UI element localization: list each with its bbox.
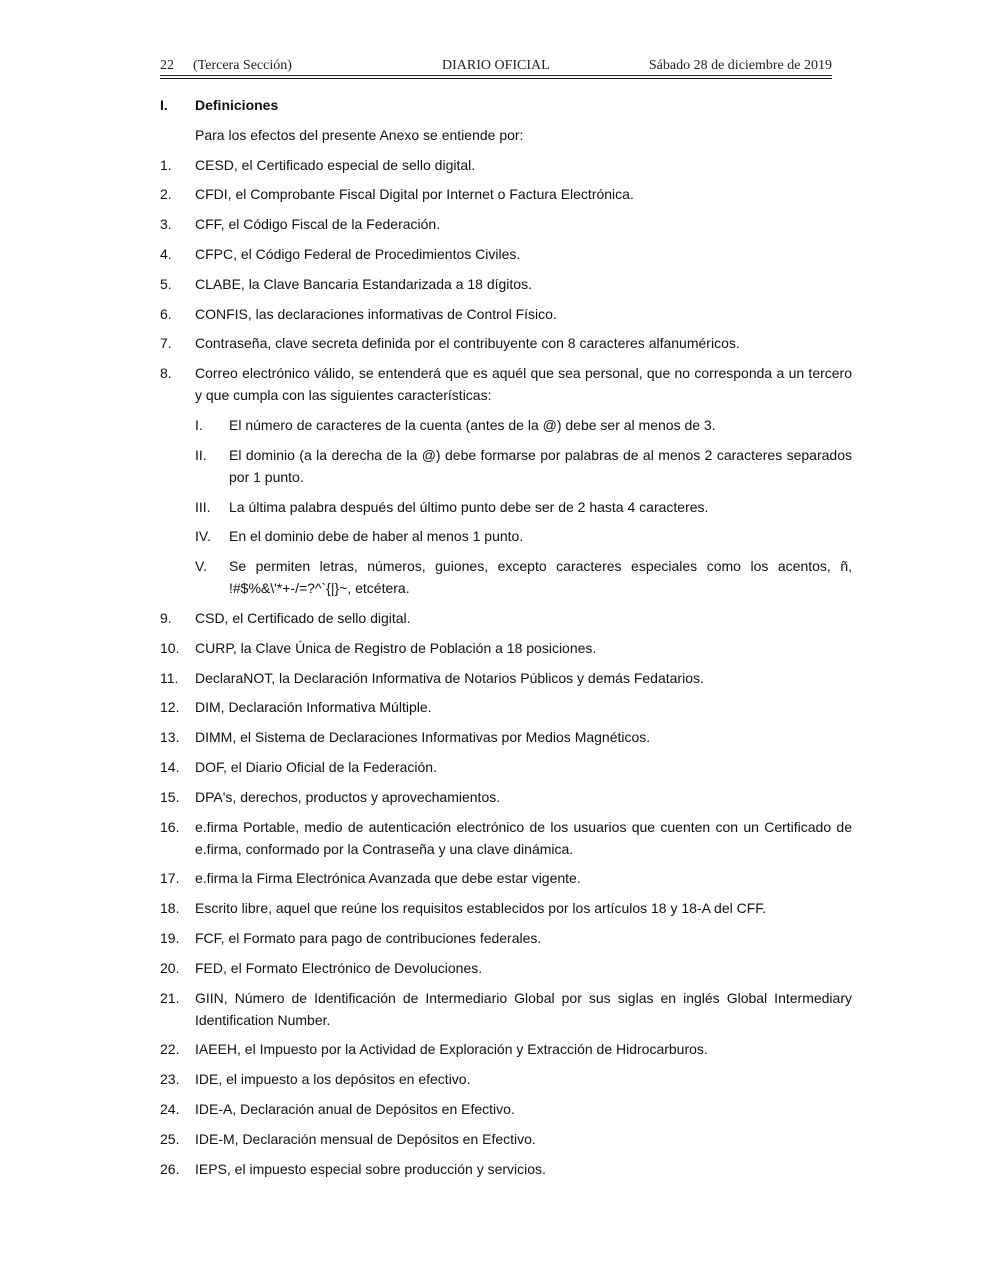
item-number: 6. xyxy=(160,305,172,322)
item-number: 13. xyxy=(160,729,180,746)
item-text: FED, el Formato Electrónico de Devoluciones. xyxy=(195,959,483,976)
item-number: 10. xyxy=(160,639,180,656)
list-item xyxy=(160,756,852,778)
item-number: 15. xyxy=(160,788,180,805)
item-number: 7. xyxy=(160,335,172,352)
item-text: e.firma Portable, medio de autenticación electrónico de los usuarios que cuenten con un Certificado de e.firma, conformado por la Contraseña y una clave dinámica. xyxy=(195,818,852,857)
item-number: 14. xyxy=(160,758,180,775)
item-text: IDE-A, Declaración anual de Depósitos en Efectivo. xyxy=(195,1100,515,1117)
list-item xyxy=(160,637,852,659)
item-text: CFF, el Código Fiscal de la Federación. xyxy=(195,216,441,233)
item-text: CLABE, la Clave Bancaria Estandarizada a 18 dígitos. xyxy=(195,275,532,292)
section-heading xyxy=(160,94,852,116)
sub-item-number: V. xyxy=(195,558,207,575)
item-text: CESD, el Certificado especial de sello digital. xyxy=(195,156,476,173)
list-item xyxy=(160,957,852,979)
document-body xyxy=(160,94,852,1187)
item-number: 21. xyxy=(160,989,180,1006)
page-header xyxy=(160,56,832,76)
item-number: 19. xyxy=(160,929,180,946)
item-number: 5. xyxy=(160,275,172,292)
intro-paragraph xyxy=(160,124,852,146)
item-text: IEPS, el impuesto especial sobre producción y servicios. xyxy=(195,1160,546,1177)
sub-list-item xyxy=(195,555,852,599)
list-item xyxy=(160,987,852,1031)
list-item xyxy=(160,273,852,295)
item-number: 1. xyxy=(160,156,172,173)
list-item xyxy=(160,1158,852,1180)
list-item xyxy=(160,1128,852,1150)
sub-list-item xyxy=(195,414,852,436)
header-rule-top xyxy=(160,75,832,76)
list-item xyxy=(160,607,852,629)
item-number: 16. xyxy=(160,818,180,835)
item-number: 22. xyxy=(160,1041,180,1058)
header-rule-bottom xyxy=(160,78,832,79)
item-number: 18. xyxy=(160,900,180,917)
item-number: 26. xyxy=(160,1160,180,1177)
item-number: 11. xyxy=(160,669,179,686)
item-number: 12. xyxy=(160,699,180,716)
email-rules-sublist xyxy=(160,414,852,599)
sub-item-number: II. xyxy=(195,446,207,463)
item-text: CFPC, el Código Federal de Procedimientos Civiles. xyxy=(195,245,521,262)
list-item xyxy=(160,726,852,748)
item-text: e.firma la Firma Electrónica Avanzada que debe estar vigente. xyxy=(195,870,581,887)
list-item xyxy=(160,154,852,176)
item-number: 25. xyxy=(160,1130,180,1147)
intro-text: Para los efectos del presente Anexo se entiende por: xyxy=(195,126,524,143)
list-item xyxy=(160,1098,852,1120)
item-number: 24. xyxy=(160,1100,180,1117)
item-number: 17. xyxy=(160,870,180,887)
item-text: CURP, la Clave Única de Registro de Población a 18 posiciones. xyxy=(195,639,597,656)
list-item xyxy=(160,243,852,265)
sub-item-text: El dominio (a la derecha de la @) debe formarse por palabras de al menos 2 caracteres separados por 1 punto. xyxy=(229,446,852,485)
item-text: DeclaraNOT, la Declaración Informativa de Notarios Públicos y demás Fedatarios. xyxy=(195,669,704,686)
item-number: 9. xyxy=(160,609,172,626)
list-item xyxy=(160,897,852,919)
item-number: 20. xyxy=(160,959,180,976)
list-item xyxy=(160,696,852,718)
item-text: Escrito libre, aquel que reúne los requisitos establecidos por los artículos 18 y 18-A del CFF. xyxy=(195,900,767,917)
list-item xyxy=(160,927,852,949)
list-item xyxy=(160,332,852,354)
definitions-list-2 xyxy=(160,607,852,1180)
item-number: 3. xyxy=(160,216,172,233)
section-title: Definiciones xyxy=(195,97,279,113)
section-number: I. xyxy=(160,97,168,113)
item-number: 2. xyxy=(160,186,172,203)
publication-title: DIARIO OFICIAL xyxy=(442,58,550,73)
list-item xyxy=(160,213,852,235)
item-text: Correo electrónico válido, se entenderá que es aquél que sea personal, que no corresponda a un tercero y que cumpla con las siguientes características: xyxy=(195,365,852,404)
item-text: DIMM, el Sistema de Declaraciones Informativas por Medios Magnéticos. xyxy=(195,729,651,746)
item-number: 8. xyxy=(160,365,172,382)
sub-list-item xyxy=(195,496,852,518)
item-text: GIIN, Número de Identificación de Intermediario Global por sus siglas en inglés Global Intermediary Identification Number. xyxy=(195,989,852,1028)
page-number: 22 xyxy=(160,58,174,73)
sub-item-text: La última palabra después del último punto debe ser de 2 hasta 4 caracteres. xyxy=(229,498,709,515)
item-text: DPA's, derechos, productos y aprovechamientos. xyxy=(195,788,501,805)
item-text: IDE, el impuesto a los depósitos en efectivo. xyxy=(195,1071,471,1088)
list-item xyxy=(160,667,852,689)
item-text: CFDI, el Comprobante Fiscal Digital por Internet o Factura Electrónica. xyxy=(195,186,634,203)
sub-item-number: I. xyxy=(195,416,203,433)
list-item xyxy=(160,183,852,205)
list-item xyxy=(160,303,852,325)
definitions-list-1 xyxy=(160,154,852,407)
list-item xyxy=(160,816,852,860)
list-item xyxy=(160,1038,852,1060)
item-text: Contraseña, clave secreta definida por el contribuyente con 8 caracteres alfanuméricos. xyxy=(195,335,740,352)
item-text: DIM, Declaración Informativa Múltiple. xyxy=(195,699,432,716)
item-text: CONFIS, las declaraciones informativas de Control Físico. xyxy=(195,305,557,322)
list-item xyxy=(160,867,852,889)
item-text: CSD, el Certificado de sello digital. xyxy=(195,609,411,626)
list-item xyxy=(160,362,852,406)
item-text: IDE-M, Declaración mensual de Depósitos en Efectivo. xyxy=(195,1130,536,1147)
sub-list-item xyxy=(195,444,852,488)
sub-list-item xyxy=(195,525,852,547)
sub-item-number: III. xyxy=(195,498,211,515)
list-item xyxy=(160,786,852,808)
item-text: IAEEH, el Impuesto por la Actividad de Exploración y Extracción de Hidrocarburos. xyxy=(195,1041,708,1058)
sub-item-text: Se permiten letras, números, guiones, excepto caracteres especiales como los acentos, ñ, !#$%&\'*+-/=?^`{|}~, etcétera. xyxy=(229,558,852,597)
item-number: 23. xyxy=(160,1071,180,1088)
sub-item-text: En el dominio debe de haber al menos 1 punto. xyxy=(229,528,524,545)
sub-item-number: IV. xyxy=(195,528,211,545)
item-text: DOF, el Diario Oficial de la Federación. xyxy=(195,758,437,775)
item-text: FCF, el Formato para pago de contribuciones federales. xyxy=(195,929,542,946)
sub-item-text: El número de caracteres de la cuenta (antes de la @) debe ser al menos de 3. xyxy=(229,416,716,433)
list-item xyxy=(160,1068,852,1090)
item-number: 4. xyxy=(160,245,172,262)
section-label: (Tercera Sección) xyxy=(193,58,292,73)
publication-date: Sábado 28 de diciembre de 2019 xyxy=(648,58,832,73)
